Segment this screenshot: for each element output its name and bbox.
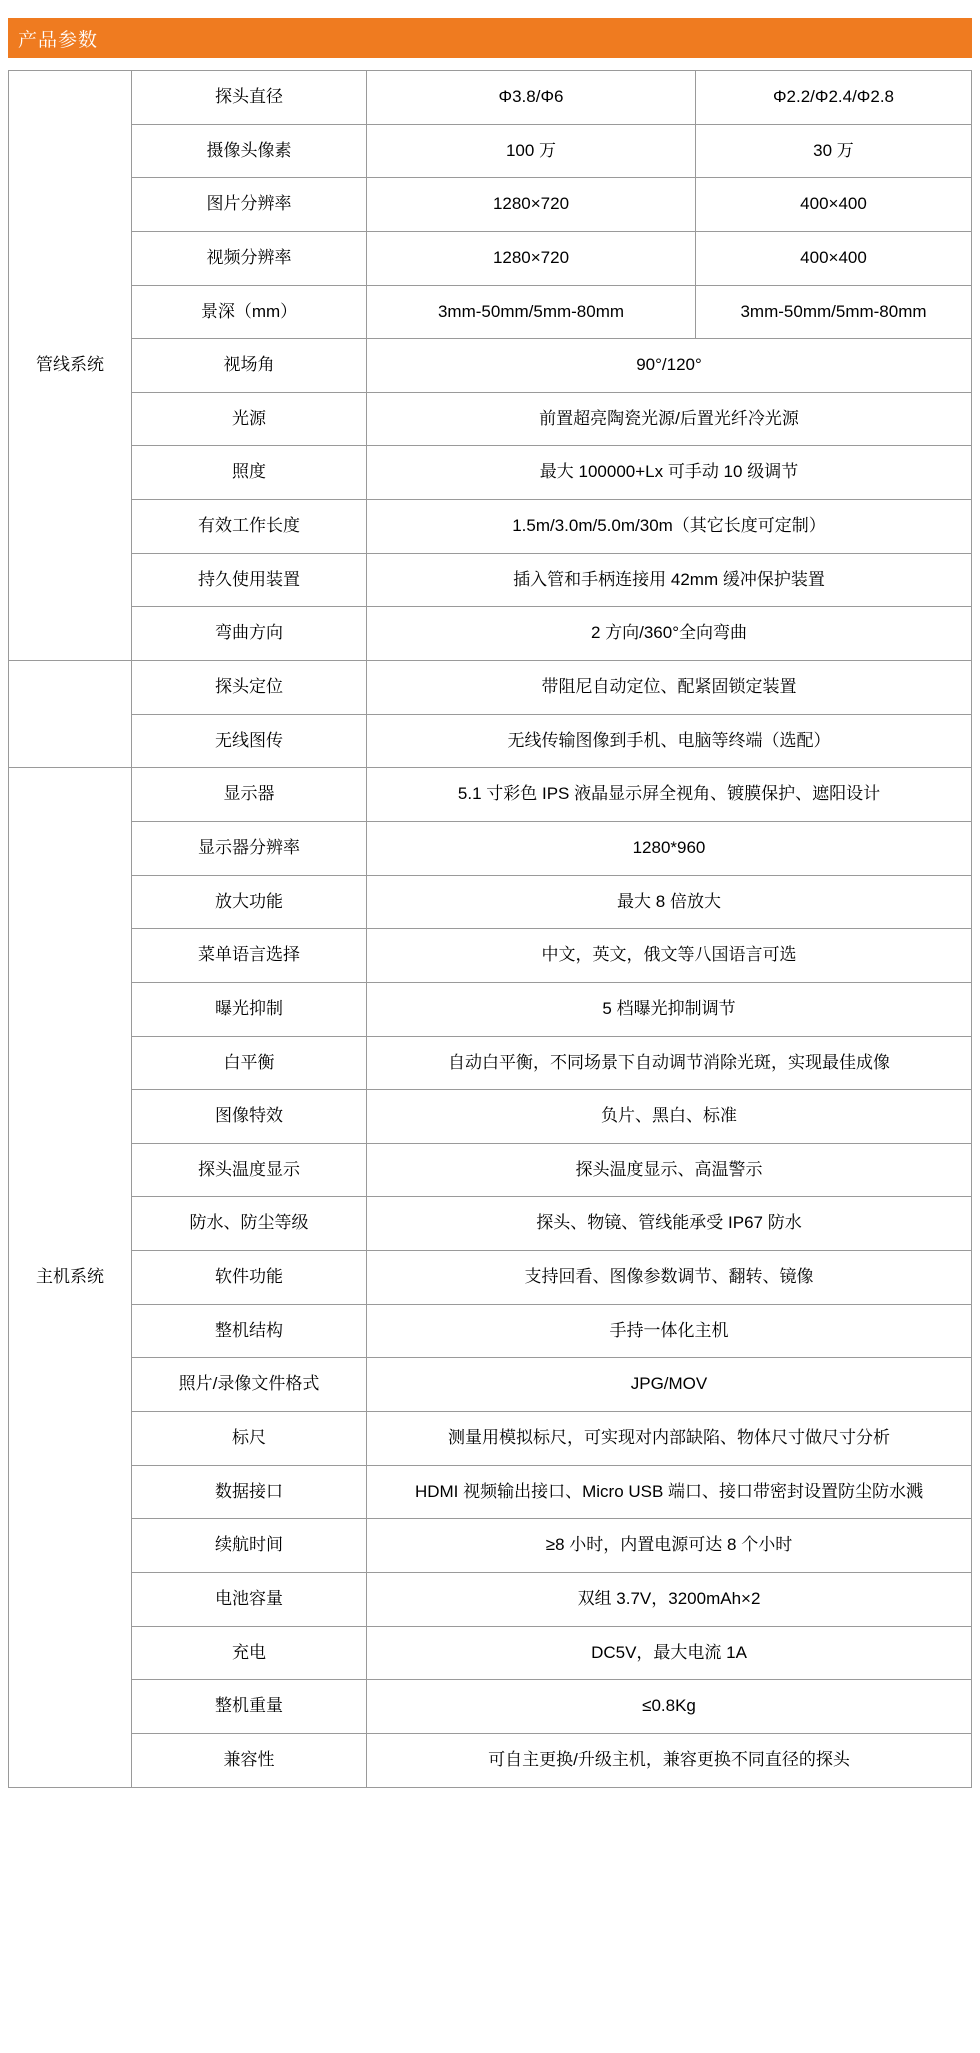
spec-value: 前置超亮陶瓷光源/后置光纤冷光源 — [367, 392, 972, 446]
spec-label: 图像特效 — [132, 1090, 367, 1144]
table-row — [9, 339, 972, 393]
spec-value: 探头温度显示、高温警示 — [367, 1143, 972, 1197]
table-row — [9, 821, 972, 875]
group-label — [9, 661, 132, 768]
table-row — [9, 553, 972, 607]
table-row — [9, 929, 972, 983]
table-row — [9, 1626, 972, 1680]
spec-value-right: 400×400 — [696, 178, 972, 232]
spec-value: 1.5m/3.0m/5.0m/30m（其它长度可定制） — [367, 500, 972, 554]
spec-label: 图片分辨率 — [132, 178, 367, 232]
spec-label: 充电 — [132, 1626, 367, 1680]
spec-label: 曝光抑制 — [132, 982, 367, 1036]
table-row — [9, 768, 972, 822]
spec-label: 无线图传 — [132, 714, 367, 768]
spec-value: 双组 3.7V，3200mAh×2 — [367, 1572, 972, 1626]
spec-label: 整机结构 — [132, 1304, 367, 1358]
table-row — [9, 875, 972, 929]
spec-label: 探头温度显示 — [132, 1143, 367, 1197]
spec-label: 有效工作长度 — [132, 500, 367, 554]
table-row — [9, 1251, 972, 1305]
spec-label: 防水、防尘等级 — [132, 1197, 367, 1251]
table-row — [9, 446, 972, 500]
spec-value: 5 档曝光抑制调节 — [367, 982, 972, 1036]
spec-label: 光源 — [132, 392, 367, 446]
spec-value: 5.1 寸彩色 IPS 液晶显示屏全视角、镀膜保护、遮阳设计 — [367, 768, 972, 822]
spec-value: 测量用模拟标尺，可实现对内部缺陷、物体尺寸做尺寸分析 — [367, 1412, 972, 1466]
spec-table-body — [9, 71, 972, 1788]
spec-label: 显示器分辨率 — [132, 821, 367, 875]
table-row — [9, 607, 972, 661]
spec-value: 支持回看、图像参数调节、翻转、镜像 — [367, 1251, 972, 1305]
group-label: 管线系统 — [9, 71, 132, 661]
group-label: 主机系统 — [9, 768, 132, 1787]
table-row — [9, 71, 972, 125]
spec-value-right: 3mm-50mm/5mm-80mm — [696, 285, 972, 339]
spec-label: 放大功能 — [132, 875, 367, 929]
spec-label: 兼容性 — [132, 1733, 367, 1787]
spec-value: HDMI 视频输出接口、Micro USB 端口、接口带密封设置防尘防水溅 — [367, 1465, 972, 1519]
table-row — [9, 1358, 972, 1412]
table-row — [9, 1197, 972, 1251]
spec-value: 带阻尼自动定位、配紧固锁定装置 — [367, 661, 972, 715]
spec-label: 景深（mm） — [132, 285, 367, 339]
spec-label: 视频分辨率 — [132, 231, 367, 285]
spec-label: 菜单语言选择 — [132, 929, 367, 983]
table-row — [9, 982, 972, 1036]
spec-value-right: Φ2.2/Φ2.4/Φ2.8 — [696, 71, 972, 125]
spec-value: ≥8 小时，内置电源可达 8 个小时 — [367, 1519, 972, 1573]
spec-label: 整机重量 — [132, 1680, 367, 1734]
table-row — [9, 1143, 972, 1197]
spec-value-left: 3mm-50mm/5mm-80mm — [367, 285, 696, 339]
spec-value-left: 1280×720 — [367, 178, 696, 232]
spec-label: 电池容量 — [132, 1572, 367, 1626]
spec-label: 弯曲方向 — [132, 607, 367, 661]
spec-label: 探头定位 — [132, 661, 367, 715]
spec-value-right: 30 万 — [696, 124, 972, 178]
spec-value: 探头、物镜、管线能承受 IP67 防水 — [367, 1197, 972, 1251]
spec-value: JPG/MOV — [367, 1358, 972, 1412]
spec-label: 软件功能 — [132, 1251, 367, 1305]
spec-label: 持久使用装置 — [132, 553, 367, 607]
table-row — [9, 714, 972, 768]
spec-value: 1280*960 — [367, 821, 972, 875]
table-row — [9, 500, 972, 554]
spec-value-left: 100 万 — [367, 124, 696, 178]
table-row — [9, 124, 972, 178]
spec-label: 标尺 — [132, 1412, 367, 1466]
spec-value: 手持一体化主机 — [367, 1304, 972, 1358]
spec-value-left: 1280×720 — [367, 231, 696, 285]
page-title: 产品参数 — [18, 29, 99, 51]
spec-label: 续航时间 — [132, 1519, 367, 1573]
spec-value: 最大 100000+Lx 可手动 10 级调节 — [367, 446, 972, 500]
table-row — [9, 1733, 972, 1787]
spec-value: 插入管和手柄连接用 42mm 缓冲保护装置 — [367, 553, 972, 607]
spec-table — [8, 70, 972, 1788]
spec-value-right: 400×400 — [696, 231, 972, 285]
spec-label: 照度 — [132, 446, 367, 500]
product-spec-page — [0, 18, 980, 1788]
spec-value: 2 方向/360°全向弯曲 — [367, 607, 972, 661]
table-row — [9, 178, 972, 232]
spec-label: 显示器 — [132, 768, 367, 822]
spec-label: 照片/录像文件格式 — [132, 1358, 367, 1412]
table-row — [9, 285, 972, 339]
table-row — [9, 1036, 972, 1090]
table-row — [9, 231, 972, 285]
table-row — [9, 661, 972, 715]
spec-value: 负片、黑白、标准 — [367, 1090, 972, 1144]
spec-label: 摄像头像素 — [132, 124, 367, 178]
spec-value: 可自主更换/升级主机，兼容更换不同直径的探头 — [367, 1733, 972, 1787]
table-row — [9, 1412, 972, 1466]
table-row — [9, 1304, 972, 1358]
spec-value: 自动白平衡，不同场景下自动调节消除光斑，实现最佳成像 — [367, 1036, 972, 1090]
spec-label: 白平衡 — [132, 1036, 367, 1090]
table-row — [9, 1465, 972, 1519]
section-header — [8, 18, 972, 58]
table-row — [9, 392, 972, 446]
spec-value: ≤0.8Kg — [367, 1680, 972, 1734]
table-row — [9, 1572, 972, 1626]
table-row — [9, 1680, 972, 1734]
spec-value-left: Φ3.8/Φ6 — [367, 71, 696, 125]
spec-value: 无线传输图像到手机、电脑等终端（选配） — [367, 714, 972, 768]
spec-label: 数据接口 — [132, 1465, 367, 1519]
spec-value: 最大 8 倍放大 — [367, 875, 972, 929]
table-row — [9, 1519, 972, 1573]
spec-value: DC5V，最大电流 1A — [367, 1626, 972, 1680]
spec-value: 中文，英文，俄文等八国语言可选 — [367, 929, 972, 983]
spec-label: 探头直径 — [132, 71, 367, 125]
spec-label: 视场角 — [132, 339, 367, 393]
spec-value: 90°/120° — [367, 339, 972, 393]
table-row — [9, 1090, 972, 1144]
